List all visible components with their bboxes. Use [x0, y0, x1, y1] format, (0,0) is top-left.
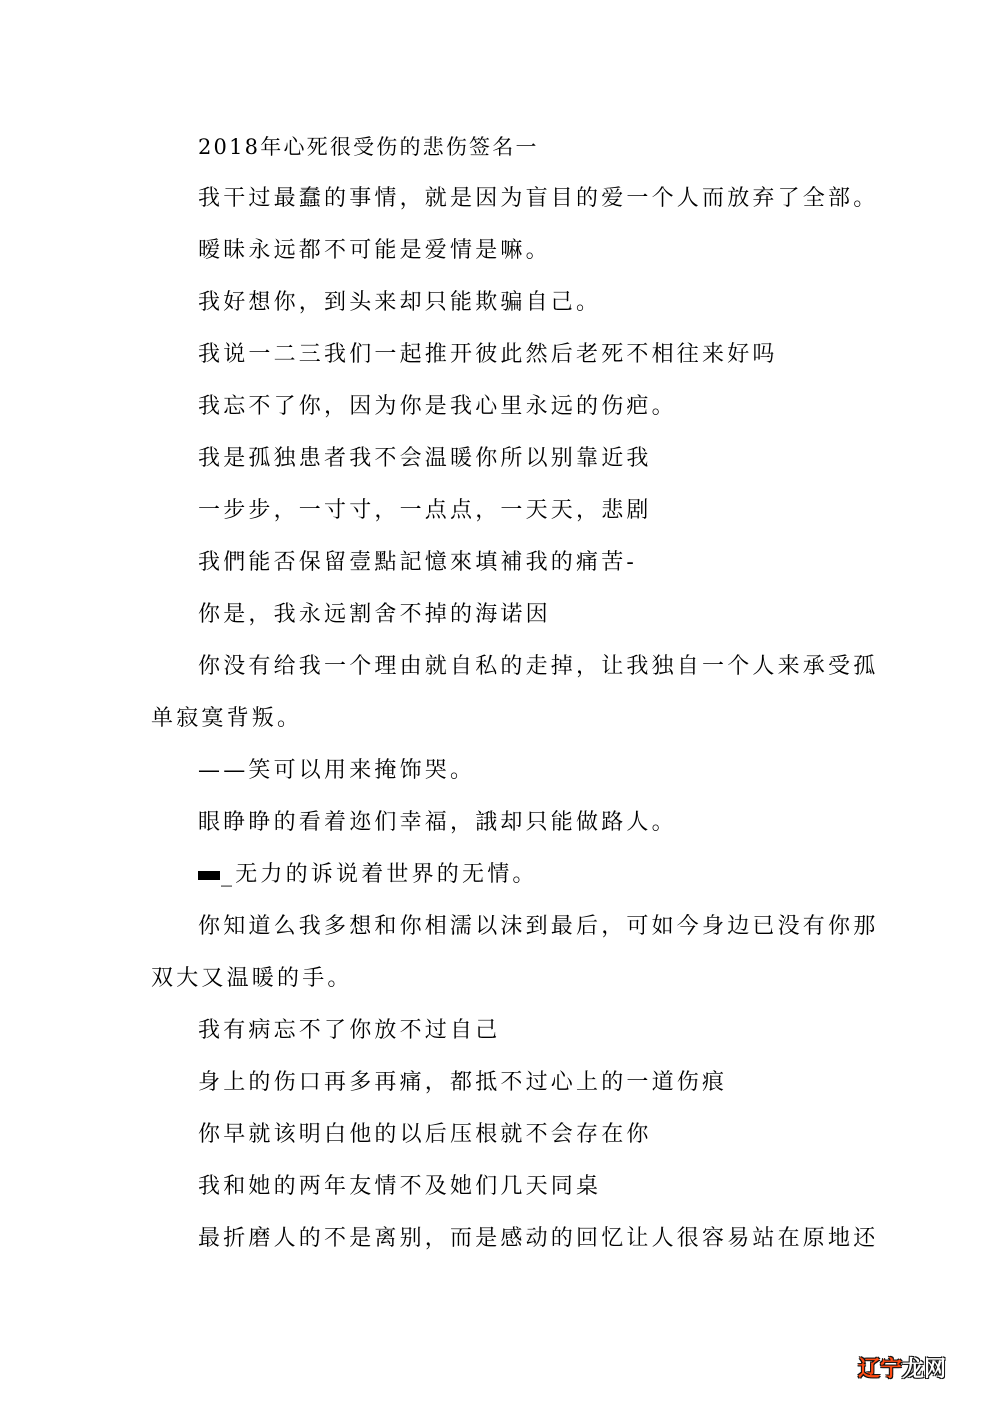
paragraph: 你是，我永远割舍不掉的海诺因: [198, 602, 551, 627]
paragraph: 我和她的两年友情不及她们几天同桌: [198, 1174, 602, 1199]
paragraph: 我好想你，到头来却只能欺骗自己。: [198, 290, 602, 315]
paragraph: 眼睁睁的看着迩们幸福，誐却只能做路人。: [198, 810, 677, 835]
paragraph-with-block: [198, 862, 538, 888]
paragraph: 最折磨人的不是离别，而是感动的回忆让人很容易站在原地还: [198, 1226, 879, 1251]
paragraph-line: 你没有给我一个理由就自私的走掉，让我独自一个人来承受孤: [198, 654, 879, 679]
redaction-block: [198, 871, 220, 880]
paragraph: 你早就该明白他的以后压根就不会存在你: [198, 1122, 652, 1147]
paragraph: 一步步，一寸寸，一点点，一天天，悲剧: [198, 498, 652, 523]
paragraph: 我说一二三我们一起推开彼此然后老死不相往来好吗: [198, 342, 778, 367]
paragraph-line: 单寂寞背叛。: [151, 706, 303, 731]
paragraph-line: 双大又温暖的手。: [151, 966, 353, 991]
paragraph-line: 你知道么我多想和你相濡以沫到最后，可如今身边已没有你那: [198, 914, 879, 939]
site-watermark-logo: [858, 1356, 946, 1384]
paragraph: 我是孤独患者我不会温暖你所以别靠近我: [198, 446, 652, 471]
paragraph: 我忘不了你，因为你是我心里永远的伤疤。: [198, 394, 677, 419]
paragraph: 暧昧永远都不可能是爱情是嘛。: [198, 238, 551, 263]
paragraph: 我有病忘不了你放不过自己: [198, 1018, 501, 1043]
document-title: 2018年心死很受伤的悲伤签名一: [198, 135, 539, 159]
watermark-red-text: 辽宁: [858, 1357, 903, 1382]
paragraph-text: _无力的诉说着世界的无情。: [221, 862, 538, 887]
paragraph: ——笑可以用来掩饰哭。: [198, 758, 476, 783]
paragraph: 我干过最蠢的事情，就是因为盲目的爱一个人而放弃了全部。: [198, 186, 879, 211]
watermark-white-text: 龙网: [902, 1357, 947, 1382]
paragraph: 我們能否保留壹點記憶來填補我的痛苦-: [198, 550, 638, 575]
paragraph: 身上的伤口再多再痛，都抵不过心上的一道伤痕: [198, 1070, 728, 1095]
